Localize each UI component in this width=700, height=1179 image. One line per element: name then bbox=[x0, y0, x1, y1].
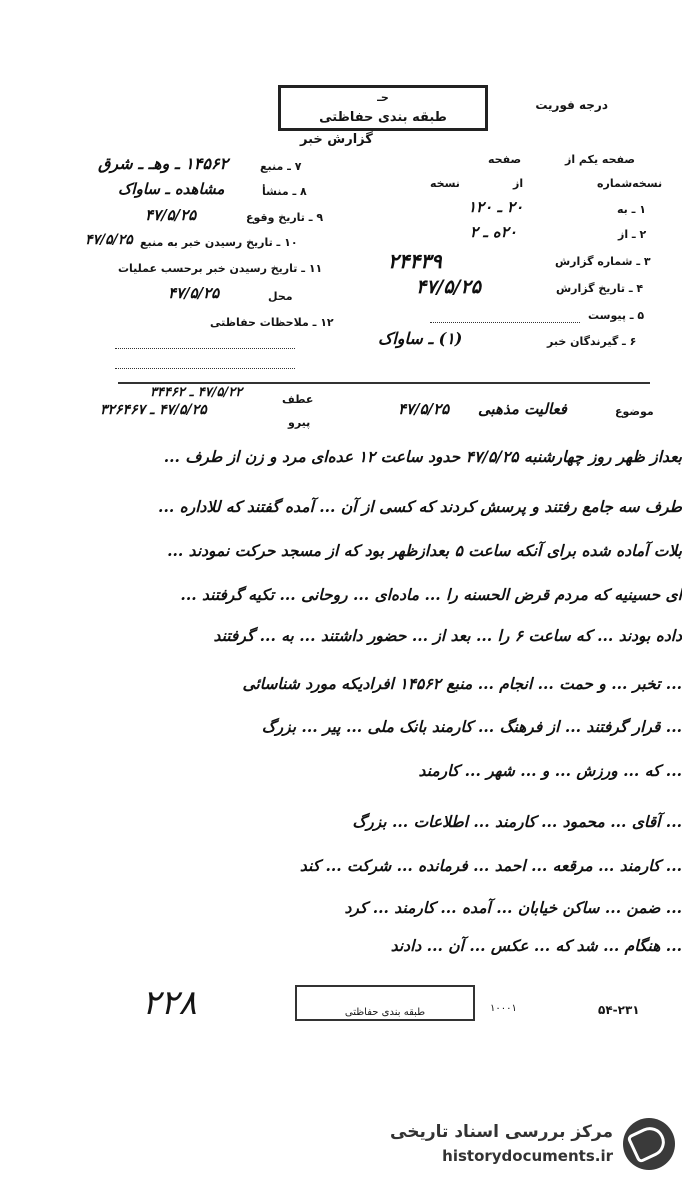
body-line: بلات آماده شده برای آنکه ساعت ۵ بعدازظهر بود که از مسجد حرکت نمودند ... bbox=[167, 541, 682, 560]
event-date-value: ۴۷/۵/۲۵ bbox=[145, 206, 197, 224]
origin-value: مشاهده ـ ساواک bbox=[118, 180, 225, 198]
receipt-date-value: ۴۷/۵/۲۵ bbox=[85, 232, 133, 248]
report-date-label: ۴ ـ تاریخ گزارش bbox=[556, 282, 644, 295]
bottom-stamp-code: ۱۰۰۰۱ bbox=[490, 1003, 517, 1014]
body-line: ... که ... ورزش ... و ... شهر ... کارمند bbox=[418, 761, 682, 780]
attachments-label: ۵ ـ پیوست bbox=[588, 309, 645, 322]
report-number-value: ۲۴۴۳۹ bbox=[388, 249, 442, 273]
header-divider bbox=[118, 382, 650, 384]
ops-date-label: ۱۱ ـ تاریخ رسیدن خبر برحسب عملیات bbox=[118, 262, 323, 275]
report-type-title: گزارش خبر bbox=[300, 132, 373, 147]
subject-label: موضوع bbox=[615, 405, 654, 418]
body-line: بعداز ظهر روز چهارشنبه ۴۷/۵/۲۵ حدود ساعت ۱۲ عده‌ای مرد و زن از طرف ... bbox=[163, 447, 682, 466]
recipients-value: (۱) ـ ساواک bbox=[378, 329, 463, 348]
body-line: ای حسینیه که مردم قرض الحسنه را ... ماده‌ای ... روحانی ... تکیه گرفتند ... bbox=[180, 585, 682, 604]
site-name: مرکز بررسی اسناد تاریخی bbox=[390, 1122, 613, 1142]
to-value: ۲۰ ـ ۱۲۰ bbox=[468, 198, 524, 216]
page-label: صفحه یکم از bbox=[565, 153, 636, 166]
copy-number-label: نسخه‌شماره bbox=[597, 177, 663, 190]
body-line: ... هنگام ... شد که ... عکس ... آن ... دادند bbox=[390, 936, 682, 955]
attachments-line bbox=[430, 322, 580, 323]
archive-code: ۵۴-۲۳۱ bbox=[598, 1003, 640, 1017]
receipt-date-label: ۱۰ ـ تاریخ رسیدن خبر به منبع bbox=[140, 236, 298, 249]
site-branding bbox=[375, 1118, 675, 1172]
place-label: محل bbox=[268, 290, 293, 303]
body-line: ... ضمن ... ساکن خیابان ... آمده ... کارمند ... کرد bbox=[344, 898, 682, 917]
reference-label-2: پیرو bbox=[288, 416, 311, 429]
from-value: ۲۰ه ـ ۲ bbox=[470, 223, 517, 241]
classification-stamp bbox=[278, 85, 488, 131]
notes-line-1 bbox=[115, 348, 295, 349]
stamp-mark: حـ bbox=[377, 91, 389, 104]
reference-line-2: ۴۷/۵/۲۵ ـ ۳۲۶۴۶۷ bbox=[100, 402, 207, 418]
source-label: ۷ ـ منبع bbox=[260, 160, 302, 173]
history-documents-logo-icon bbox=[623, 1118, 675, 1170]
stamp-classification-label: طبقه بندی حفاظتی bbox=[319, 110, 447, 125]
bottom-classification-stamp bbox=[295, 985, 475, 1021]
site-url: historydocuments.ir bbox=[442, 1147, 613, 1165]
place-value: ۴۷/۵/۲۵ bbox=[168, 284, 220, 302]
notes-line-2 bbox=[115, 368, 295, 369]
body-line: طرف سه جامع رفتند و پرسش کردند که کسی از آن ... آمده گفتند که للاداره ... bbox=[158, 497, 682, 516]
page-word: صفحه bbox=[488, 153, 522, 166]
copy-word-label: نسخه bbox=[430, 177, 460, 190]
subject-date-value: ۴۷/۵/۲۵ bbox=[398, 400, 450, 418]
body-line: داده بودند ... که ساعت ۶ را ... بعد از ... حضور داشتند ... به ... گرفتند bbox=[213, 626, 682, 645]
body-line: ... قرار گرفتند ... از فرهنگ ... کارمند بانک ملی ... پیر ... بزرگ bbox=[261, 717, 682, 736]
body-line: ... تخبر ... و حمت ... انجام ... منبع ۱۴۵۶۲ افرادیکه مورد شناسائی bbox=[242, 674, 682, 693]
event-date-label: ۹ ـ تاریخ وقوع bbox=[246, 211, 324, 224]
protection-notes-label: ۱۲ ـ ملاحظات حفاظتی bbox=[210, 316, 334, 329]
source-value: ۱۴۵۶۲ ـ وهـ ـ شرق bbox=[98, 154, 229, 173]
body-line: ... آقای ... محمود ... کارمند ... اطلاعات ... بزرگ bbox=[352, 812, 682, 831]
body-line: ... کارمند ... مرقعه ... احمد ... فرمانده ... شرکت ... کند bbox=[299, 856, 682, 875]
bottom-stamp-label: طبقه بندی حفاظتی bbox=[344, 1007, 426, 1018]
report-number-label: ۳ ـ شماره گزارش bbox=[555, 255, 651, 268]
report-date-value: ۴۷/۵/۲۵ bbox=[416, 276, 481, 298]
reference-label: عطف bbox=[282, 393, 314, 406]
from-label: ۲ ـ از bbox=[618, 228, 647, 241]
priority-label: درجه فوریت bbox=[535, 98, 608, 112]
to-label: ۱ ـ به bbox=[617, 203, 646, 216]
reference-line-1: ۴۷/۵/۲۲ ـ ۳۴۴۶۲ bbox=[150, 385, 243, 400]
origin-label: ۸ ـ منشأ bbox=[262, 185, 307, 198]
copy-of-label: از bbox=[513, 177, 524, 190]
recipients-label: ۶ ـ گیرندگان خبر bbox=[547, 335, 637, 348]
subject-value: فعالیت مذهبی bbox=[478, 400, 567, 418]
page-number-handwritten: ۲۲۸ bbox=[142, 983, 197, 1023]
